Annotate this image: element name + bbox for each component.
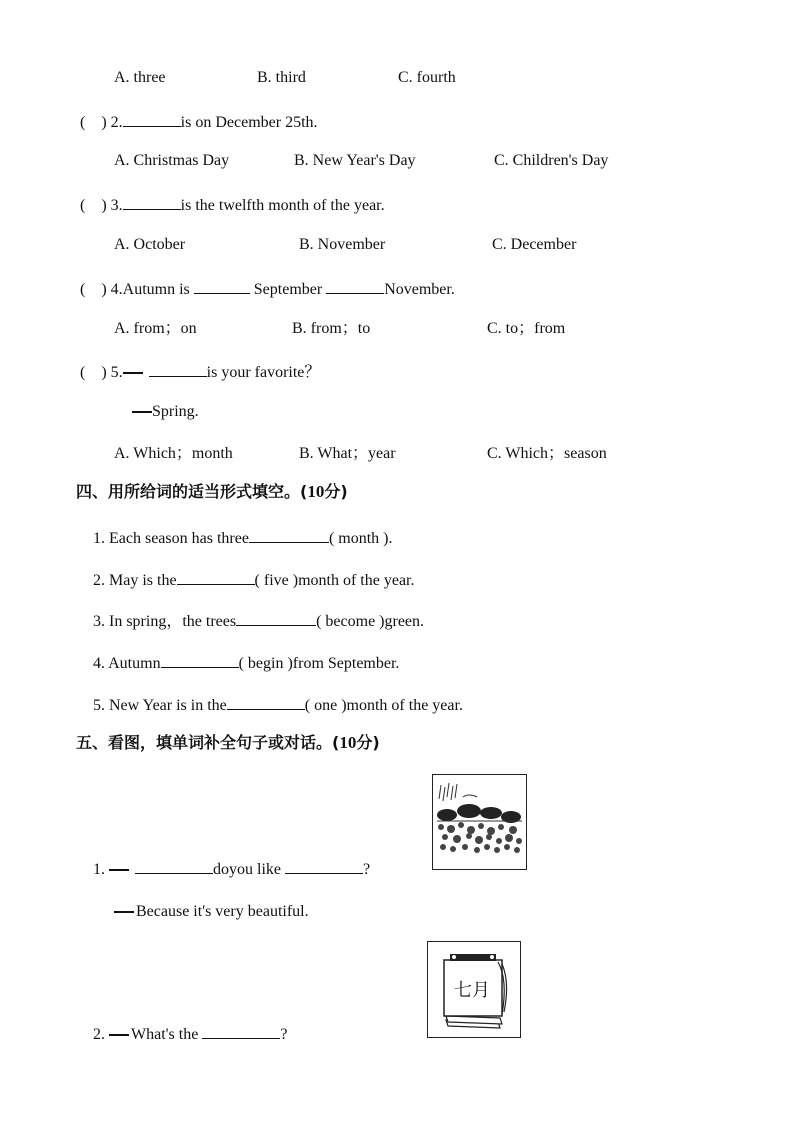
section-4-score: 10 (307, 482, 325, 501)
item-text-after: green. (384, 613, 425, 630)
q3-option-a: A. October (114, 236, 186, 253)
dialogue-dash (109, 1034, 129, 1036)
section-5-heading (76, 732, 380, 754)
fill-blank[interactable] (202, 1023, 280, 1039)
question-text: What's the (131, 1026, 199, 1043)
fill-blank[interactable] (161, 652, 239, 668)
item-number: 1. (93, 530, 105, 547)
item-number: 3. (93, 613, 105, 630)
section-4-heading (76, 481, 348, 503)
question-text: is on December 25th. (180, 114, 318, 131)
item-text-before: In spring，the trees (109, 613, 237, 630)
item-text-before: Autumn (108, 655, 161, 672)
question-text-part3: November. (384, 281, 455, 298)
s5-question-1 (93, 858, 370, 880)
s5-question-2 (93, 1023, 287, 1045)
question-mark: ? (363, 861, 371, 878)
q3-option-c: C. December (492, 236, 577, 253)
q5-option-c: C. Which；season (487, 445, 607, 462)
spring-scene-image (432, 774, 527, 870)
item-number: 2. (93, 1026, 105, 1043)
q4-option-a: A. from；on (114, 320, 197, 337)
q5-reply (132, 402, 199, 422)
s5-question-1-reply (114, 902, 309, 922)
q5-option-a: A. Which；month (114, 445, 233, 462)
q4-option-b: B. from；to (292, 320, 371, 337)
word-hint: ( five ) (254, 572, 299, 589)
item-text-after: . (388, 530, 393, 547)
q1-option-b: B. third (257, 69, 306, 86)
word-hint: ( become ) (316, 613, 385, 630)
q2-option-b: B. New Year's Day (294, 152, 416, 169)
fill-blank[interactable] (123, 111, 181, 127)
dialogue-dash (109, 869, 129, 871)
question-text: is the twelfth month of the year. (180, 197, 385, 214)
item-text-before: May is the (109, 572, 177, 589)
answer-paren[interactable]: ( ) (80, 114, 107, 131)
q5-option-b: B. What；year (299, 445, 396, 462)
spring-landscape-icon (433, 775, 526, 869)
answer-paren[interactable]: ( ) (80, 364, 107, 381)
question-number: 2. (110, 114, 123, 131)
question-mark: ? (280, 1026, 288, 1043)
item-text-after: month of the year. (346, 697, 463, 714)
q3-option-b: B. November (299, 236, 386, 253)
answer-paren[interactable]: ( ) (80, 197, 107, 214)
fill-blank-1[interactable] (194, 278, 250, 294)
question-number: 4. (110, 281, 123, 298)
fill-blank[interactable] (149, 361, 207, 377)
item-number: 4. (93, 655, 105, 672)
s4-item-1 (93, 527, 392, 549)
question-number: 5. (110, 364, 123, 381)
answer-paren[interactable]: ( ) (80, 281, 107, 298)
fill-blank[interactable] (249, 527, 329, 543)
dialogue-dash (132, 411, 152, 413)
word-hint: ( begin ) (238, 655, 293, 672)
section-4-title-end: 分) (324, 482, 348, 501)
word-hint: ( one ) (304, 697, 347, 714)
fill-blank[interactable] (123, 194, 181, 210)
question-text-part2: September (253, 281, 323, 298)
word-hint: ( month ) (328, 530, 389, 547)
question-number: 3. (110, 197, 123, 214)
question-2 (80, 111, 318, 133)
q4-option-c: C. to；from (487, 320, 566, 337)
calendar-image (427, 941, 521, 1038)
fill-blank[interactable] (177, 569, 255, 585)
q2-option-a: A. Christmas Day (114, 152, 230, 169)
s4-item-4 (93, 652, 399, 674)
item-number: 1. (93, 861, 105, 878)
reply-text: Spring. (152, 403, 199, 420)
fill-blank-1[interactable] (135, 858, 213, 874)
fill-blank-2[interactable] (285, 858, 363, 874)
item-number: 5. (93, 697, 105, 714)
item-number: 2. (93, 572, 105, 589)
calendar-month-label: 七月 (454, 980, 490, 1001)
item-text-before: Each season has three (109, 530, 249, 547)
q1-option-c: C. fourth (398, 69, 456, 86)
fill-blank[interactable] (236, 610, 316, 626)
item-text-before: New Year is in the (109, 697, 227, 714)
dialogue-dash (114, 911, 134, 913)
item-text-after: from September. (292, 655, 400, 672)
question-5 (80, 361, 320, 383)
s4-item-3 (93, 610, 424, 632)
fill-blank-2[interactable] (326, 278, 384, 294)
section-5-title: 五、看图，填单词补全句子或对话。( (76, 733, 340, 752)
s4-item-5 (93, 694, 463, 716)
question-text: is your favorite？ (206, 364, 321, 381)
item-text-after: month of the year. (298, 572, 415, 589)
section-5-title-end: 分) (356, 733, 380, 752)
section-5-score: 10 (339, 733, 357, 752)
q1-option-a: A. three (114, 69, 166, 86)
dialogue-dash (123, 372, 143, 374)
fill-blank[interactable] (227, 694, 305, 710)
question-4 (80, 278, 455, 300)
s4-item-2 (93, 569, 415, 591)
q2-option-c: C. Children's Day (494, 152, 609, 169)
section-4-title: 四、用所给词的适当形式填空。( (76, 482, 308, 501)
question-text-part1: Autumn is (122, 281, 190, 298)
reply-text: Because it's very beautiful. (136, 903, 309, 920)
question-3 (80, 194, 385, 216)
question-text: doyou like (213, 861, 281, 878)
